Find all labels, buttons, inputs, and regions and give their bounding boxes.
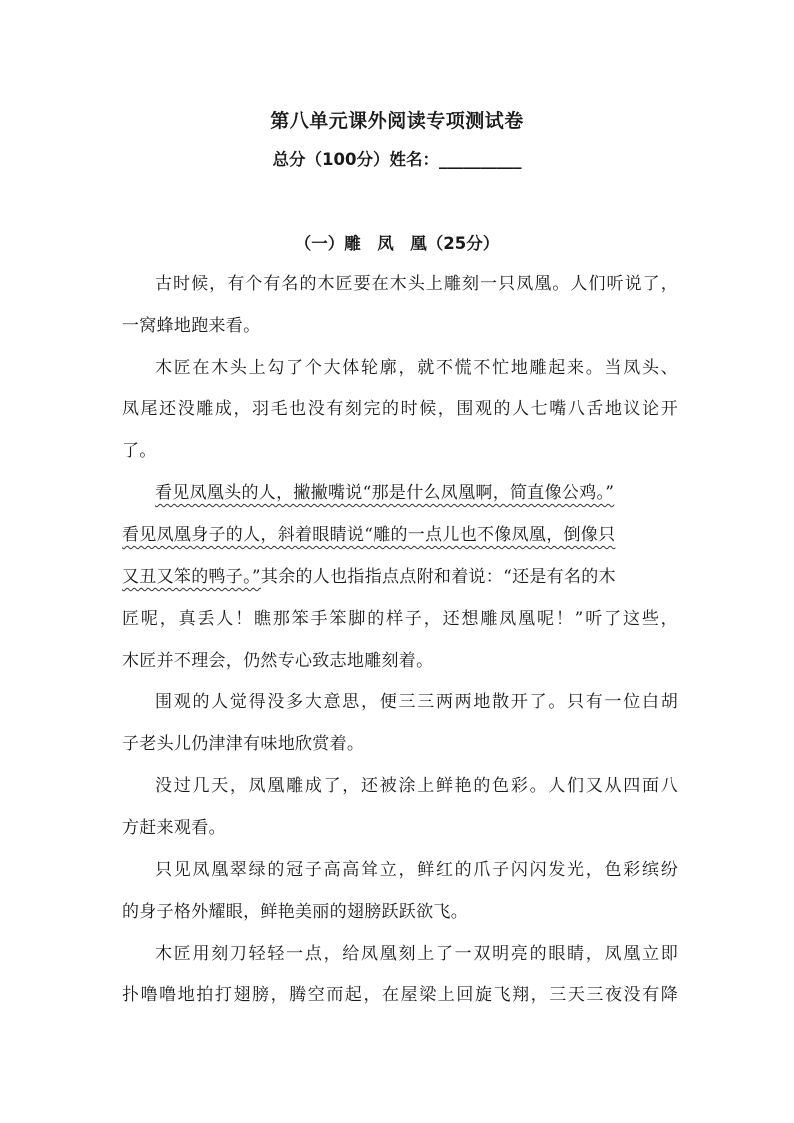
paragraph-line: 没过几天，凤凰雕成了，还被涂上鲜艳的色彩。人们又从四面八 bbox=[155, 776, 678, 796]
paragraph-line: 的身子格外耀眼，鲜艳美丽的翅膀跃跃欲飞。 bbox=[122, 902, 468, 922]
paragraph-line: 只见凤凰翠绿的冠子高高耸立，鲜红的爪子闪闪发光，色彩缤纷 bbox=[155, 860, 678, 880]
wavy-underlined-text: 看见凤凰头的人，撇撇嘴说“那是什么凤凰啊，简直像公鸡。” bbox=[155, 483, 615, 503]
wavy-underlined-text: 看见凤凰身子的人，斜着眼睛说“雕的一点儿也不像凤凰，倒像只 bbox=[122, 525, 616, 545]
paragraph-line: 方赶来观看。 bbox=[122, 818, 226, 838]
paragraph-line-underlined bbox=[122, 523, 678, 547]
score-and-name-line: 总分（100分）姓名：__________ bbox=[272, 150, 522, 169]
paragraph-line: 木匠在木头上勾了个大体轮廓，就不慌不忙地雕起来。当凤头、 bbox=[155, 358, 678, 378]
plain-text: 其余的人也指指点点附和着说：“还是有名的木 bbox=[260, 567, 616, 587]
paragraph-line: 凤尾还没雕成，羽毛也没有刻完的时候，围观的人七嘴八舌地议论开 bbox=[122, 399, 678, 419]
paragraph-line: 古时候，有个有名的木匠要在木头上雕刻一只凤凰。人们听说了， bbox=[155, 274, 678, 294]
paragraph-line: 围观的人觉得没多大意思，便三三两两地散开了。只有一位白胡 bbox=[155, 692, 678, 712]
wavy-underlined-text: 又丑又笨的鸭子。” bbox=[122, 567, 261, 587]
paragraph-line: 木匠用刻刀轻轻一点，给凤凰刻上了一双明亮的眼睛，凤凰立即 bbox=[155, 944, 678, 964]
paragraph-line: 扑噜噜地拍打翅膀，腾空而起，在屋梁上回旋飞翔，三天三夜没有降 bbox=[122, 985, 678, 1005]
paragraph-line: 匠呢，真丢人！瞧那笨手笨脚的样子，还想雕凤凰呢！”听了这些， bbox=[122, 609, 678, 629]
paragraph-line-underlined bbox=[155, 481, 678, 505]
paragraph-line: 了。 bbox=[122, 441, 157, 461]
paragraph-line: 子老头儿仍津津有味地欣赏着。 bbox=[122, 734, 365, 754]
paragraph-line: 木匠并不理会，仍然专心致志地雕刻着。 bbox=[122, 651, 434, 671]
paragraph-line: 一窝蜂地跑来看。 bbox=[122, 316, 261, 336]
paragraph-line bbox=[122, 565, 678, 589]
page-title: 第八单元课外阅读专项测试卷 bbox=[270, 110, 524, 132]
section-title: （一）雕 凤 凰（25分） bbox=[294, 234, 500, 253]
